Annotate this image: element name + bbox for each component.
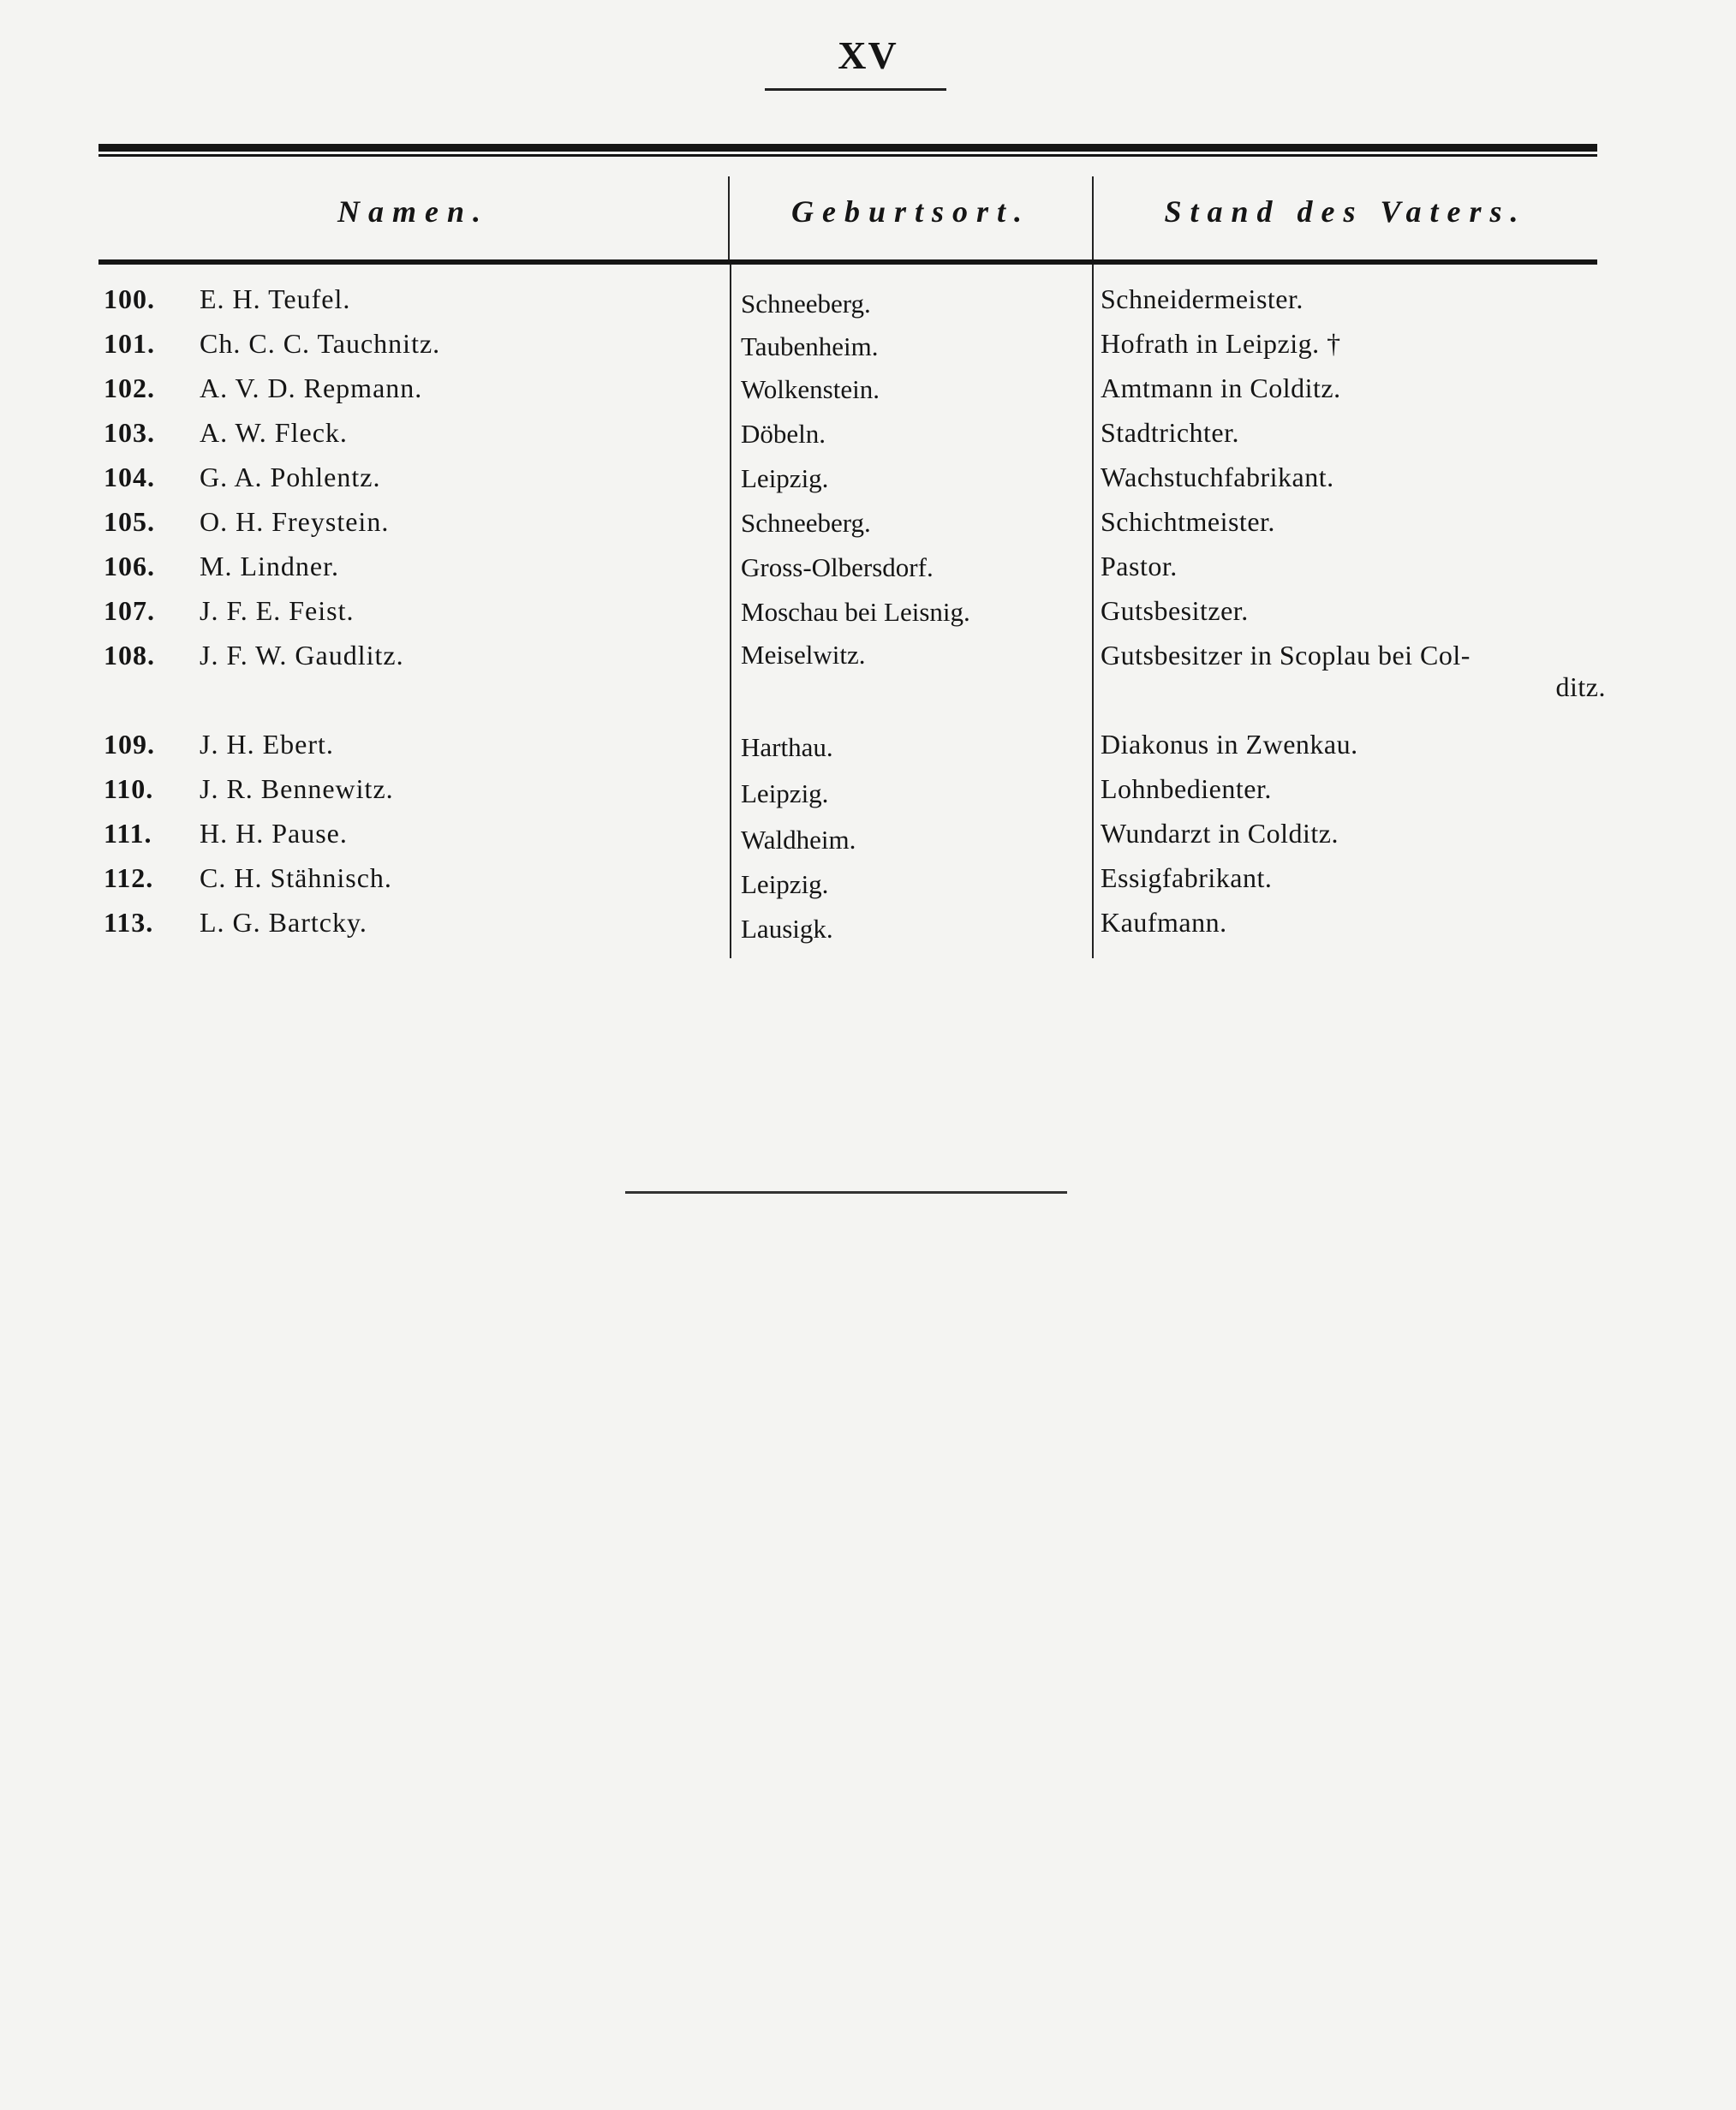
row-number: 102. — [104, 373, 155, 403]
student-name: E. H. Teufel. — [200, 283, 351, 314]
student-name: J. F. E. Feist. — [200, 595, 355, 626]
father-status-cell — [1101, 640, 1606, 703]
father-status: Pastor. — [1101, 551, 1178, 581]
birthplace: Schneeberg. — [741, 289, 871, 319]
birthplace: Gross-Olbersdorf. — [741, 552, 934, 582]
table-row — [98, 818, 1597, 862]
table-row — [98, 773, 1597, 818]
student-name: C. H. Stähnisch. — [200, 862, 392, 893]
father-status: Wachstuchfabrikant. — [1101, 462, 1334, 492]
table-row — [98, 328, 1597, 373]
table-row — [98, 462, 1597, 506]
father-status: Gutsbesitzer in Scoplau bei Col- — [1101, 640, 1471, 671]
table-top-rule-thick — [98, 144, 1597, 152]
page-number: XV — [838, 33, 898, 77]
table-row — [98, 373, 1597, 417]
row-number: 105. — [104, 506, 155, 537]
student-name: O. H. Freystein. — [200, 506, 390, 537]
header-birthplace: Geburtsort. — [790, 194, 1031, 229]
father-status: Kaufmann. — [1101, 907, 1227, 938]
father-status: Diakonus in Zwenkau. — [1101, 729, 1358, 760]
father-status: Amtmann in Colditz. — [1101, 373, 1341, 403]
table-row — [98, 862, 1597, 907]
father-status: Gutsbesitzer. — [1101, 595, 1249, 626]
row-number: 101. — [104, 328, 155, 359]
birthplace: Leipzig. — [741, 463, 829, 493]
row-number: 107. — [104, 595, 155, 626]
father-status: Essigfabrikant. — [1101, 862, 1273, 893]
father-status-continuation: ditz. — [1555, 671, 1606, 702]
student-name: A. V. D. Repmann. — [200, 373, 423, 403]
student-name: J. R. Bennewitz. — [200, 773, 394, 804]
row-number: 111. — [104, 818, 152, 849]
row-number: 112. — [104, 862, 154, 893]
table-row — [98, 595, 1597, 640]
birthplace: Taubenheim. — [741, 331, 879, 361]
father-status: Stadtrichter. — [1101, 417, 1240, 448]
father-status: Hofrath in Leipzig. † — [1101, 328, 1341, 359]
row-number: 100. — [104, 283, 155, 314]
student-table — [98, 144, 1606, 944]
student-name: G. A. Pohlentz. — [200, 462, 381, 492]
student-name: J. F. W. Gaudlitz. — [200, 640, 404, 671]
row-number: 109. — [104, 729, 155, 760]
header-father-status: Stand des Vaters. — [1164, 194, 1527, 229]
birthplace: Harthau. — [741, 732, 833, 762]
father-status: Schichtmeister. — [1101, 506, 1275, 537]
row-number: 104. — [104, 462, 155, 492]
title-rule — [765, 88, 946, 91]
row-number: 113. — [104, 907, 154, 938]
student-name: M. Lindner. — [200, 551, 339, 581]
student-name: L. G. Bartcky. — [200, 907, 367, 938]
birthplace: Schneeberg. — [741, 508, 871, 538]
table-row — [98, 506, 1597, 551]
row-number: 106. — [104, 551, 155, 581]
end-rule — [625, 1191, 1067, 1194]
birthplace: Lausigk. — [741, 914, 833, 944]
row-number: 110. — [104, 773, 154, 804]
birthplace: Meiselwitz. — [741, 640, 866, 670]
birthplace: Waldheim. — [741, 825, 856, 855]
student-name: J. H. Ebert. — [200, 729, 334, 760]
table-row — [98, 907, 1597, 951]
birthplace: Leipzig. — [741, 869, 829, 899]
table-header-row — [98, 157, 1597, 259]
father-status: Wundarzt in Colditz. — [1101, 818, 1339, 849]
father-status: Schneidermeister. — [1101, 283, 1303, 314]
father-status: Lohnbedienter. — [1101, 773, 1272, 804]
row-number: 103. — [104, 417, 155, 448]
student-name: H. H. Pause. — [200, 818, 348, 849]
birthplace: Moschau bei Leisnig. — [741, 597, 970, 627]
birthplace: Döbeln. — [741, 419, 826, 449]
student-name: Ch. C. C. Tauchnitz. — [200, 328, 441, 359]
row-number: 108. — [104, 640, 155, 671]
header-bottom-rule — [98, 259, 1597, 265]
table-row — [98, 729, 1597, 773]
table-row — [98, 640, 1606, 725]
table-row — [98, 417, 1597, 462]
header-names: Namen. — [337, 194, 489, 229]
student-name: A. W. Fleck. — [200, 417, 348, 448]
birthplace: Leipzig. — [741, 778, 829, 808]
birthplace: Wolkenstein. — [741, 374, 880, 404]
table-row — [98, 551, 1597, 595]
table-row — [98, 283, 1597, 328]
